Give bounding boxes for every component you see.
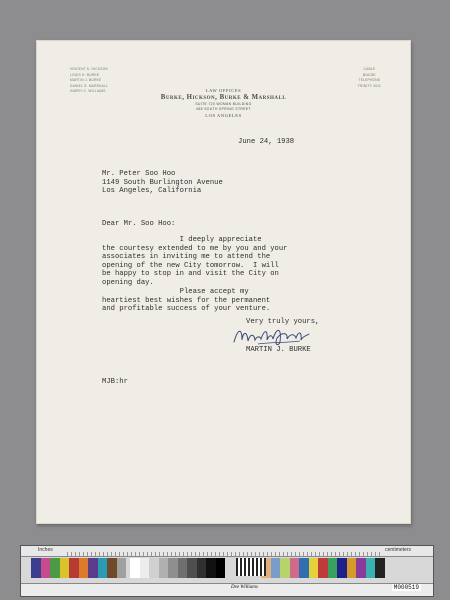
partner-name: DANIEL S. MARSHALL [70, 83, 109, 88]
color-patch [366, 558, 376, 578]
color-patch [41, 558, 51, 578]
color-patch [309, 558, 319, 578]
color-patch [337, 558, 347, 578]
color-patch [107, 558, 117, 578]
color-calibration-target [20, 545, 434, 597]
color-patch [79, 558, 89, 578]
color-patch [280, 558, 290, 578]
cable-code: BUCOK [363, 72, 376, 77]
color-patch [347, 558, 357, 578]
telephone-number: TRINITY 4011 [357, 83, 381, 88]
item-id-tag: M000519 [393, 584, 419, 591]
firm-name: Burke, Hickson, Burke & Marshall [160, 94, 287, 101]
color-patch [117, 558, 127, 578]
color-patch [356, 558, 366, 578]
color-patch [318, 558, 328, 578]
color-patch [178, 558, 188, 578]
telephone-label: TELEPHONE [358, 78, 381, 83]
color-patch [50, 558, 60, 578]
letterhead [36, 88, 411, 118]
letter-page [36, 40, 411, 524]
color-patch [88, 558, 98, 578]
color-patch [98, 558, 108, 578]
color-patch [206, 558, 216, 578]
barcode-icon [236, 558, 266, 576]
signer-name: MARTIN J. BURKE [246, 346, 311, 354]
body-paragraph-2: Please accept my heartiest best wishes for the permanent and profitable success of your venture. [102, 288, 271, 314]
color-patch [290, 558, 300, 578]
color-patch [299, 558, 309, 578]
letter-date: June 24, 1938 [238, 138, 295, 146]
cable-telephone-block [358, 67, 381, 89]
law-offices-label: LAW OFFICES [205, 88, 242, 93]
color-patch [159, 558, 169, 578]
target-footer [21, 583, 433, 596]
suite-line: SUITE 720 WOMAN BUILDING [195, 102, 252, 106]
closing: Very truly yours, [246, 318, 320, 326]
cable-label: CABLE [363, 67, 376, 71]
city-line: LOS ANGELES [205, 113, 242, 118]
color-patches [31, 558, 385, 578]
ruler-ticks [67, 552, 381, 556]
color-patch [271, 558, 281, 578]
street-line: 458 SOUTH SPRING STREET [196, 107, 251, 111]
body-paragraph-1: I deeply appreciate the courtesy extended to me by you and your associates in inviting me to attend the opening of the new City tomorrow. I will be happy to stop in and visit the City on opening day. [102, 236, 288, 287]
color-patch [168, 558, 178, 578]
color-patch [31, 558, 41, 578]
color-patch [69, 558, 79, 578]
typist-initials: MJB:hr [102, 378, 128, 386]
color-patch [140, 558, 150, 578]
partner-name: MARTIN J. BURKE [70, 78, 102, 83]
centimeters-label: centimeters [385, 547, 411, 553]
color-patch [130, 558, 140, 578]
color-patch [149, 558, 159, 578]
color-patch [328, 558, 338, 578]
partner-name: VINCENT K. HICKSON [70, 67, 108, 71]
color-patch [60, 558, 70, 578]
inches-label: Inches [38, 547, 53, 553]
partner-name: HARRY C. WILLIAMS [70, 89, 106, 94]
target-brand: Dee Williams [231, 585, 258, 590]
ruler-scale [21, 546, 433, 557]
recipient-address: Mr. Peter Soo Hoo 1149 South Burlington Avenue Los Angeles, California [102, 170, 223, 196]
salutation: Dear Mr. Soo Hoo: [102, 220, 176, 228]
color-patch [375, 558, 385, 578]
partner-name: LOUIS H. BURKE [70, 72, 100, 77]
color-patch [187, 558, 197, 578]
color-patch [197, 558, 207, 578]
color-patch [216, 558, 226, 578]
